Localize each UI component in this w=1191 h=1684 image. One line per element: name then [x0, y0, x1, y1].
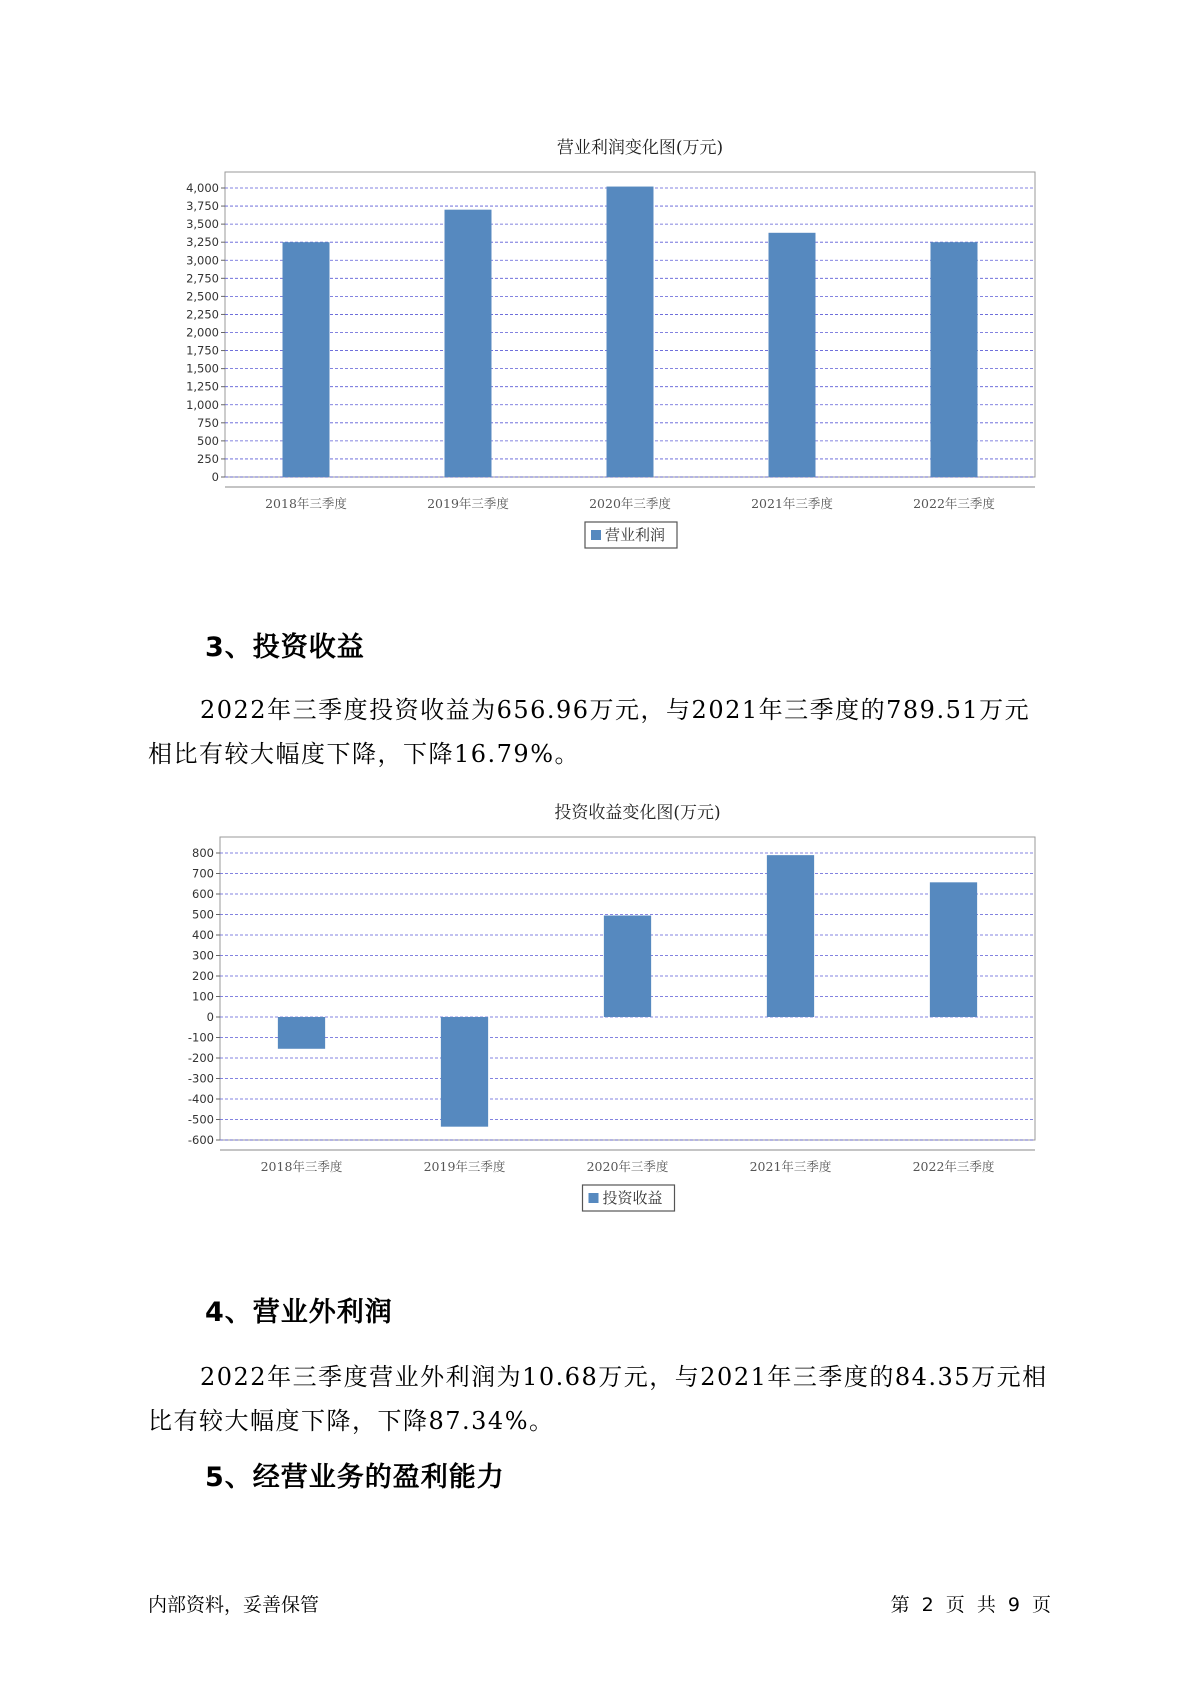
y-tick-label: -500 — [187, 1112, 214, 1127]
y-tick-label: 750 — [197, 415, 219, 430]
operating-profit-chart — [150, 135, 1050, 595]
bar-4 — [931, 242, 978, 477]
bar-2 — [604, 916, 651, 1017]
y-tick-label: 2,500 — [186, 289, 219, 304]
legend-swatch — [591, 530, 601, 540]
y-tick-label: 1,250 — [186, 379, 219, 394]
y-tick-label: 0 — [206, 1010, 214, 1024]
section-heading-business-profitability: 5、经营业务的盈利能力 — [205, 1462, 505, 1493]
bar-3 — [767, 855, 814, 1017]
x-tick-label: 2019年三季度 — [423, 1159, 506, 1174]
operating-profit-chart-svg — [150, 135, 1050, 595]
y-tick-label: 500 — [192, 907, 214, 922]
bar-3 — [769, 233, 816, 477]
y-tick-label: 600 — [192, 887, 214, 901]
section-heading-investment-income: 3、投资收益 — [205, 632, 365, 663]
y-tick-label: 2,000 — [186, 325, 219, 340]
y-tick-label: 700 — [192, 866, 214, 881]
investment-income-chart-svg — [150, 800, 1050, 1260]
y-tick-label: -300 — [187, 1071, 214, 1086]
y-tick-label: 2,750 — [186, 271, 219, 286]
x-tick-label: 2022年三季度 — [912, 1159, 995, 1174]
y-tick-label: 1,750 — [186, 343, 219, 358]
bar-4 — [930, 882, 977, 1017]
y-tick-label: 3,750 — [186, 199, 219, 214]
section-heading-non-operating-profit: 4、营业外利润 — [205, 1297, 393, 1328]
legend-label: 投资收益 — [602, 1189, 663, 1207]
y-tick-label: 0 — [211, 470, 219, 484]
y-tick-label: 500 — [197, 433, 219, 448]
bar-2 — [607, 187, 654, 477]
x-tick-label: 2018年三季度 — [260, 1159, 343, 1174]
y-tick-label: 200 — [192, 969, 214, 983]
x-tick-label: 2021年三季度 — [751, 496, 833, 511]
y-tick-label: 300 — [192, 948, 214, 963]
x-tick-label: 2019年三季度 — [427, 496, 509, 511]
section-text-non-operating-profit: 2022年三季度营业外利润为10.68万元，与2021年三季度的84.35万元相比有较大幅度下降，下降87.34%。 — [148, 1363, 1048, 1435]
y-tick-label: 800 — [192, 846, 214, 860]
chart-title: 营业利润变化图(万元) — [556, 138, 724, 158]
y-tick-label: 400 — [192, 928, 214, 942]
bar-1 — [441, 1017, 488, 1127]
y-tick-label: 100 — [192, 989, 214, 1004]
y-tick-label: -400 — [187, 1092, 214, 1106]
y-tick-label: 1,500 — [186, 361, 219, 376]
y-tick-label: 3,500 — [186, 217, 219, 232]
investment-income-chart — [150, 800, 1050, 1260]
x-tick-label: 2022年三季度 — [913, 496, 995, 511]
y-tick-label: 2,250 — [186, 307, 219, 322]
legend-swatch — [589, 1193, 599, 1203]
bar-0 — [278, 1017, 325, 1049]
footer-page-number: 第 2 页 共 9 页 — [890, 1594, 1051, 1616]
x-tick-label: 2020年三季度 — [589, 496, 671, 511]
chart-title: 投资收益变化图(万元) — [554, 803, 721, 823]
y-tick-label: -100 — [187, 1030, 214, 1045]
y-tick-label: 250 — [197, 451, 219, 466]
legend-label: 营业利润 — [605, 526, 666, 544]
y-tick-label: -600 — [187, 1133, 214, 1147]
x-tick-label: 2021年三季度 — [749, 1159, 832, 1174]
section-text-investment-income: 2022年三季度投资收益为656.96万元，与2021年三季度的789.51万元相比有较大幅度下降，下降16.79%。 — [148, 696, 1031, 768]
x-tick-label: 2020年三季度 — [586, 1159, 669, 1174]
y-tick-label: -200 — [187, 1051, 214, 1065]
y-tick-label: 4,000 — [186, 181, 219, 195]
footer-confidential-note: 内部资料，妥善保管 — [148, 1594, 320, 1616]
y-tick-label: 3,000 — [186, 253, 219, 268]
bar-0 — [283, 242, 330, 477]
y-tick-label: 1,000 — [186, 397, 219, 412]
y-tick-label: 3,250 — [186, 235, 219, 250]
x-tick-label: 2018年三季度 — [265, 496, 347, 511]
bar-1 — [445, 210, 492, 477]
